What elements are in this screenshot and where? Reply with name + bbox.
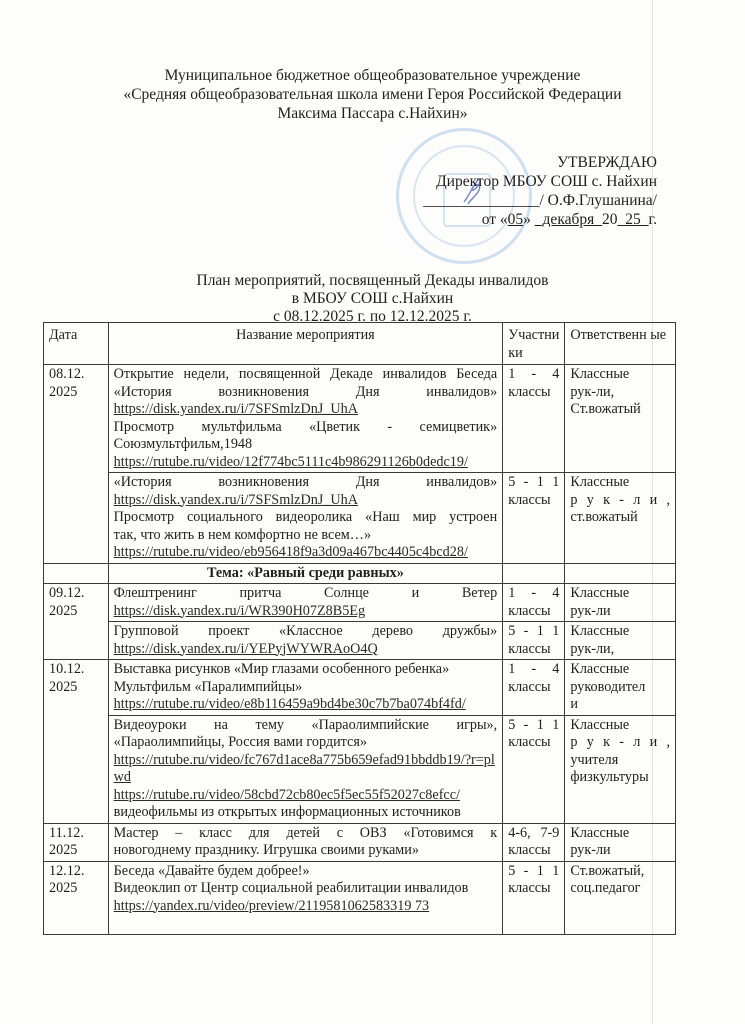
event-text-line: Видеоклип от Центр социальной реабилитации инвалидов [113, 880, 469, 896]
event-text-line: Беседа «Давайте будем добрее!» [113, 862, 310, 879]
table-row [44, 473, 676, 564]
participants-cell [503, 715, 565, 823]
event-link[interactable]: https://disk.yandex.ru/i/YEPyjWYWRAoO4Q [113, 640, 378, 657]
responsible-line: и [570, 696, 578, 712]
event-text-line: Открытие недели, посвященной Декаде инвалидов Беседа [113, 366, 498, 382]
participants-label: классы [508, 734, 551, 750]
participants-grades: 5 - 1 1 [508, 716, 560, 733]
table-header-row [44, 323, 676, 365]
event-link[interactable]: https://rutube.ru/video/eb956418f9a3d09a467bc4405c4bcd28/ [113, 544, 468, 560]
responsible-line: рук-ли [570, 602, 611, 619]
event-text-line: новогоднему празднику. Игрушка своими руками» [113, 842, 419, 858]
date-year: _25_ [617, 211, 649, 228]
table-row [44, 584, 676, 622]
responsible-cell [565, 861, 676, 934]
responsible-line: Классные [570, 623, 630, 639]
header-event-name: Название мероприятия [108, 323, 503, 365]
responsible-line: рук-ли, [570, 640, 615, 657]
event-date: 09.12. 2025 [44, 584, 109, 660]
event-text-line: Просмотр мультфильма «Цветик - семицветик» [113, 418, 498, 435]
event-text-line: «Параолимпийцы, Россия вами гордится» [113, 734, 367, 750]
responsible-line: Классные [570, 824, 630, 841]
event-link[interactable]: https://rutube.ru/video/58cbd72cb80ec5f5ec55f52027c8efcc/ [113, 786, 460, 803]
event-text-line: Союзмультфильм,1948 [113, 436, 253, 452]
participants-grades: 1 - 4 [508, 661, 560, 677]
participants-cell [503, 660, 565, 716]
table-row [44, 622, 676, 660]
header-responsible: Ответственн ые [565, 323, 676, 365]
theme-title: Тема: «Равный среди равных» [108, 563, 503, 584]
date-suffix: г. [648, 211, 657, 228]
header-participants: Участни ки [503, 323, 565, 365]
participants-cell [503, 823, 565, 861]
theme-empty-cell [565, 563, 676, 584]
theme-row [44, 563, 676, 584]
table-row [44, 715, 676, 823]
date-month: _декабря_ [534, 211, 603, 228]
responsible-line: Ст.вожатый, [570, 862, 645, 879]
responsible-line: рук-ли [570, 842, 611, 858]
responsible-line: соц.педагог [570, 880, 641, 896]
event-text-line: так, что жить в нем комфортно не всем…» [113, 526, 372, 543]
title-line-3: с 08.12.2025 г. по 12.12.2025 г. [273, 308, 472, 325]
event-date: 12.12. 2025 [44, 861, 109, 934]
event-name-cell [108, 584, 503, 622]
event-text-line: Просмотр социального видеоролика «Наш мир устроен [113, 509, 498, 525]
responsible-line: учителя [570, 751, 619, 768]
event-name-cell [108, 473, 503, 564]
participants-label: классы [508, 491, 551, 508]
theme-empty-cell [503, 563, 565, 584]
responsible-cell [565, 622, 676, 660]
participants-cell [503, 622, 565, 660]
participants-grades: 5 - 1 1 [508, 474, 560, 490]
participants-grades: 1 - 4 [508, 585, 560, 601]
title-line-1: План мероприятий, посвященный Декады инвалидов [196, 272, 549, 289]
responsible-line: Классные [570, 366, 630, 382]
header-line-3: Максима Пассара с.Найхин» [277, 105, 468, 122]
event-name-cell [108, 715, 503, 823]
table-row [44, 861, 676, 934]
event-text-line: Видеоуроки на тему «Параолимпийские игры», [113, 716, 498, 733]
participants-cell [503, 473, 565, 564]
blank-line [114, 915, 498, 933]
theme-empty-cell [44, 563, 109, 584]
responsible-cell [565, 660, 676, 716]
date-day: 05 [507, 211, 524, 228]
date-prefix: от « [481, 211, 508, 228]
responsible-line: рук-ли, [570, 383, 615, 400]
table-row [44, 823, 676, 861]
events-table [43, 322, 676, 935]
event-text-line: Групповой проект «Классное дерево дружбы» [113, 623, 498, 639]
event-text-line: Выставка рисунков «Мир глазами особенного ребенка» [113, 661, 450, 677]
header-line-2: «Средняя общеобразовательная школа имени Героя Российской Федерации [123, 86, 622, 103]
event-link[interactable]: https://disk.yandex.ru/i/7SFSmlzDnJ_UhA [113, 401, 359, 417]
responsible-line: р у к - л и , [570, 491, 670, 508]
participants-label: классы [508, 678, 551, 695]
header-date: Дата [44, 323, 109, 365]
date-mid: » [523, 211, 535, 228]
participants-label: классы [508, 640, 551, 657]
responsible-line: р у к - л и , [570, 734, 670, 750]
participants-grades: 5 - 1 1 [508, 623, 560, 639]
responsible-line: Классные [570, 716, 630, 733]
responsible-cell [565, 365, 676, 473]
event-date: 08.12. 2025 [44, 365, 109, 564]
table-row [44, 365, 676, 473]
approval-title: УТВЕРЖДАЮ [557, 154, 657, 171]
event-text-line: видеофильмы из открытых информационных источников [113, 804, 461, 820]
date-year-prefix: 20 [602, 211, 618, 228]
event-date: 11.12. 2025 [44, 823, 109, 861]
participants-label: классы [508, 602, 551, 619]
participants-grades: 5 - 1 1 [508, 862, 560, 879]
participants-grades: 1 - 4 [508, 366, 560, 382]
responsible-line: Ст.вожатый [570, 401, 641, 417]
participants-cell [503, 861, 565, 934]
approval-signature-line: _______________/ О.Ф.Глушанина/ [423, 192, 657, 209]
event-link[interactable]: https://rutube.ru/video/12f774bc5111c4b986291126b0dedc19/ [113, 453, 468, 470]
responsible-line: физкультуры [570, 769, 649, 785]
approval-date [423, 210, 657, 229]
event-name-cell [108, 861, 503, 934]
approval-position: Директор МБОУ СОШ с. Найхин [436, 173, 657, 190]
event-name-cell [108, 622, 503, 660]
participants-cell [503, 365, 565, 473]
event-link[interactable]: https://disk.yandex.ru/i/7SFSmlzDnJ_UhA [113, 491, 359, 508]
participants-label: классы [508, 383, 551, 400]
approval-block [423, 153, 657, 229]
event-text-line: Мультфильм «Паралимпийцы» [113, 678, 303, 695]
event-link[interactable]: https://rutube.ru/video/e8b116459a9bd4be30c7b7ba074bf4fd/ [113, 696, 466, 712]
event-link[interactable]: https://disk.yandex.ru/i/WR390H07Z8B5Eg [113, 602, 366, 619]
responsible-cell [565, 473, 676, 564]
participants-label: классы [508, 880, 551, 896]
event-link[interactable]: https://yandex.ru/video/preview/2119581062583319 73 [113, 897, 430, 914]
responsible-line: руководител [570, 678, 646, 695]
event-name-cell [108, 365, 503, 473]
header-line-1: Муниципальное бюджетное общеобразовательное учреждение [164, 67, 581, 84]
participants-cell [503, 584, 565, 622]
responsible-cell [565, 715, 676, 823]
responsible-line: Классные [570, 585, 630, 601]
event-text-line: Мастер – класс для детей с ОВЗ «Готовимся к [113, 824, 498, 841]
participants-grades: 4-6, 7-9 [508, 824, 560, 841]
responsible-cell [565, 584, 676, 622]
responsible-line: Классные [570, 474, 630, 490]
responsible-line: Классные [570, 661, 630, 677]
event-link[interactable]: https://rutube.ru/video/fc767d1ace8a775b659efad91bbddb19/?r=plwd [113, 751, 495, 785]
event-name-cell [108, 660, 503, 716]
table-row [44, 660, 676, 716]
participants-label: классы [508, 842, 551, 858]
responsible-line: ст.вожатый [570, 509, 638, 525]
event-text-line: «История возникновения Дня инвалидов» [113, 474, 498, 490]
responsible-cell [565, 823, 676, 861]
document-title [0, 272, 745, 326]
event-date: 10.12. 2025 [44, 660, 109, 824]
event-name-cell [108, 823, 503, 861]
title-line-2: в МБОУ СОШ с.Найхин [291, 290, 454, 307]
event-text-line: «История возникновения Дня инвалидов» [113, 383, 498, 400]
school-header [0, 66, 745, 123]
event-text-line: Флештренинг притча Солнце и Ветер [113, 585, 498, 601]
